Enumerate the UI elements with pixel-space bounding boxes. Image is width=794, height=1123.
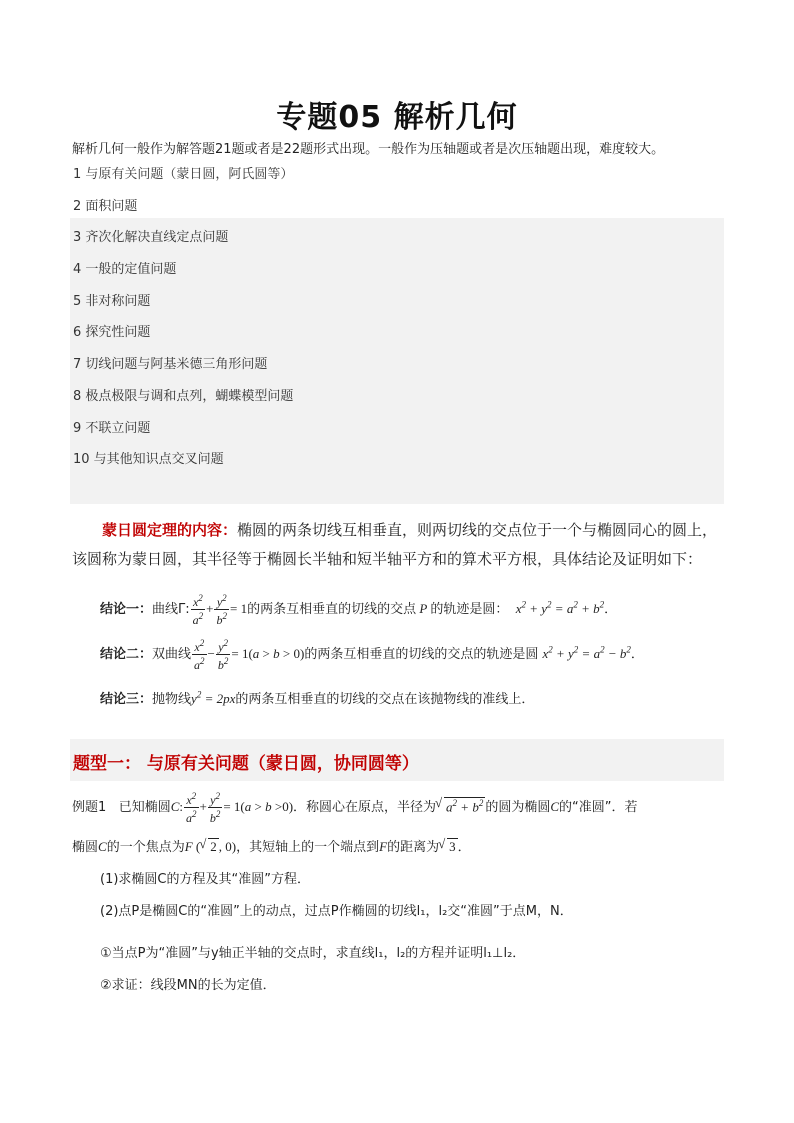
conclusion-1: 结论一：曲线Γ: $\frac{x^2}{a^2}$ + $\frac{y^2}{b^2}$ = 1的两条互相垂直的切线的交点 P 的轨迹是圆： $x^2 + y^2 = a^2 + b^2$． bbox=[100, 593, 618, 627]
example-text: 的圆为椭圆 bbox=[485, 800, 551, 815]
example-text: 的一个焦点为 bbox=[106, 840, 185, 855]
formula-frac: $\frac{y^2}{b^2}$ bbox=[217, 638, 229, 672]
question-2-part-1: ①当点P为“准圆”与y轴正半轴的交点时，求直线l₁，l₂的方程并证明l₁⊥l₂． bbox=[100, 946, 526, 961]
conclusion-1-pre: 曲线Γ: bbox=[152, 602, 190, 617]
example-label: 例题1 bbox=[72, 800, 107, 815]
formula-frac: $\frac{x^2}{a^2}$ bbox=[192, 593, 204, 627]
conclusion-2-label: 结论二： bbox=[100, 647, 153, 662]
example-text: ．称圆心在原点，半径为 bbox=[293, 800, 437, 815]
conclusion-3-mid: 的两条互相垂直的切线的交点在该抛物线的准线上． bbox=[235, 692, 535, 707]
example-text: 椭圆 bbox=[72, 840, 99, 855]
example-text: 的距离为 bbox=[387, 840, 440, 855]
intro-text: 解析几何一般作为解答题21题或者是22题形式出现。一般作为压轴题或者是次压轴题出现，难度较大。 bbox=[72, 142, 665, 157]
theorem-text: 椭圆的两条切线互相垂直，则两切线的交点位于一个与椭圆同心的圆上，该圆称为蒙日圆，其半径等于椭圆长半轴和短半轴平方和的算术平方根，具体结论及证明如下： bbox=[72, 521, 718, 568]
list-item: 7 切线问题与阿基米德三角形问题 bbox=[73, 357, 268, 373]
conclusion-3-pre: 抛物线 bbox=[152, 692, 192, 707]
page-title: 专题05 解析几何 bbox=[276, 100, 518, 135]
example-line-2: 椭圆C的一个焦点为F (√ 2 , 0)，其短轴上的一个端点到F的距离为√ 3 ． bbox=[72, 836, 471, 855]
conclusion-2: 结论二：双曲线 $\frac{x^2}{a^2}$ − $\frac{y^2}{b^2}$ = 1(a > b > 0)的两条互相垂直的切线的交点的轨迹是圆 $x^2 + y^2 = a^2 - b^2$． bbox=[100, 638, 644, 672]
list-item: 3 齐次化解决直线定点问题 bbox=[73, 230, 229, 246]
topic-list bbox=[70, 160, 724, 477]
question-1: (1)求椭圆C的方程及其“准圆”方程． bbox=[100, 872, 310, 887]
list-item: 9 不联立问题 bbox=[73, 420, 151, 436]
theorem-label: 蒙日圆定理的内容： bbox=[102, 521, 238, 539]
section-title: 题型一： 与原有关问题（蒙日圆，协同圆等） bbox=[73, 754, 419, 774]
question-2-part-2: ②求证：线段MN的长为定值． bbox=[100, 978, 276, 993]
example-text: 已知椭圆 bbox=[118, 800, 171, 815]
list-item: 6 探究性问题 bbox=[73, 325, 151, 341]
conclusion-3-label: 结论三： bbox=[100, 692, 153, 707]
example-text: ，其短轴上的一个端点到 bbox=[236, 840, 380, 855]
formula-frac: $\frac{x^2}{a^2}$ bbox=[194, 638, 205, 672]
example-text: 的“准圆”．若 bbox=[559, 800, 638, 815]
conclusion-1-mid2: 的轨迹是圆： bbox=[430, 602, 509, 617]
list-item: 10 与其他知识点交叉问题 bbox=[73, 452, 224, 468]
conclusion-1-mid: 的两条互相垂直的切线的交点 bbox=[247, 602, 417, 617]
list-item: 4 一般的定值问题 bbox=[73, 262, 177, 278]
conclusion-1-label: 结论一： bbox=[100, 602, 153, 617]
conclusion-3: 结论三：抛物线$y^2 = 2px$的两条互相垂直的切线的交点在该抛物线的准线上． bbox=[100, 689, 535, 707]
example-line-1: 例题1 已知椭圆C: $\frac{x^2}{a^2}$ + $\frac{y^2}{b^2}$ = 1(a > b >0)．称圆心在原点，半径为√ $a^2 + b^2$ 的圆为椭圆C的“准圆”．若 bbox=[72, 790, 638, 825]
section-band bbox=[70, 739, 724, 781]
question-2: (2)点P是椭圆C的“准圆”上的动点，过点P作椭圆的切线l₁，l₂交“准圆”于点M，N． bbox=[100, 904, 573, 919]
list-item: 1 与原有关问题（蒙日圆，阿氏圆等） bbox=[73, 167, 294, 182]
theorem-paragraph bbox=[72, 516, 724, 574]
conclusion-2-mid: 的两条互相垂直的切线的交点的轨迹是圆 bbox=[304, 647, 539, 662]
list-item: 8 极点极限与调和点列，蝴蝶模型问题 bbox=[73, 388, 294, 404]
list-item: 5 非对称问题 bbox=[73, 293, 151, 309]
formula-frac: $\frac{y^2}{b^2}$ bbox=[209, 791, 221, 825]
list-item: 2 面积问题 bbox=[73, 198, 138, 214]
formula-frac: $\frac{y^2}{b^2}$ bbox=[216, 593, 227, 627]
formula-frac: $\frac{x^2}{a^2}$ bbox=[186, 791, 197, 825]
conclusion-2-pre: 双曲线 bbox=[152, 647, 192, 662]
